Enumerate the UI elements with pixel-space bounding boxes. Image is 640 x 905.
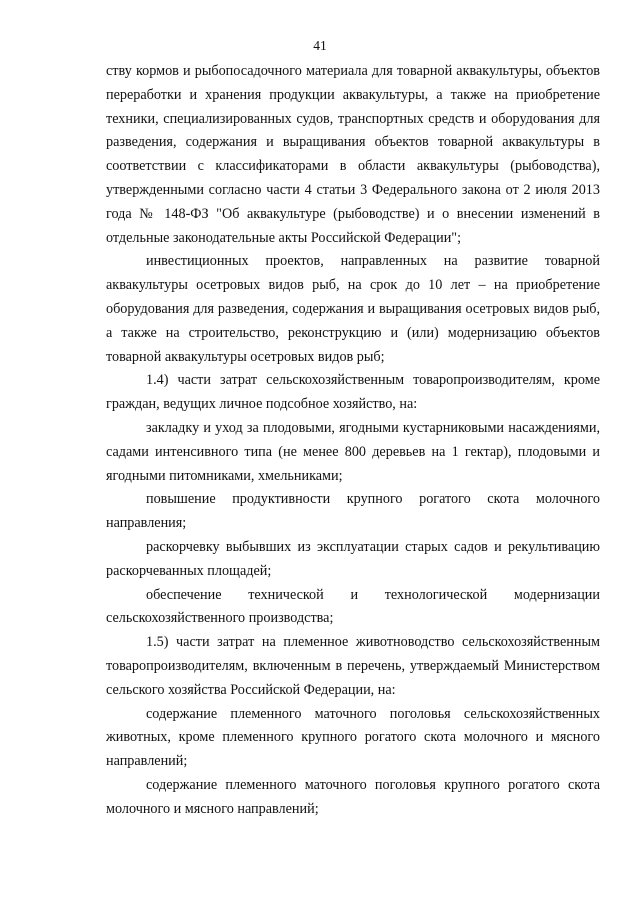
paragraph-5: повышение продуктивности крупного рогатого скота молочного направления; [106, 491, 600, 532]
page-number: 41 [313, 38, 327, 53]
paragraph-3: 1.4) части затрат сельскохозяйственным товаропроизводителям, кроме граждан, ведущих личное подсобное хозяйство, на: [106, 372, 600, 413]
paragraph-8: 1.5) части затрат на племенное животноводство сельскохозяйственным товаропроизводителям, включенным в перечень, утверждаемый Министерством сельского хозяйства Российской Федерации, на: [106, 634, 600, 698]
paragraph-2: инвестиционных проектов, направленных на развитие товарной аквакультуры осетровых видов рыб, на срок до 10 лет – на приобретение оборудования для разведения, содержания и выращивания осетровых видов рыб, а также на строительство, реконструкцию и (или) модернизацию объектов товарной аквакультуры осетровых видов рыб; [106, 253, 600, 365]
paragraph-6: раскорчевку выбывших из эксплуатации старых садов и рекультивацию раскорчеванных площадей; [106, 538, 600, 579]
paragraph-4: закладку и уход за плодовыми, ягодными кустарниковыми насаждениями, садами интенсивного типа (не менее 800 деревьев на 1 гектар), плодовыми и ягодными питомниками, хмельниками; [106, 419, 600, 484]
paragraph-7: обеспечение технической и технологической модернизации сельскохозяйственного производства; [106, 586, 600, 627]
paragraph-1: ству кормов и рыбопосадочного материала для товарной аквакультуры, объектов переработки и хранения продукции аквакультуры, а также на приобретение техники, специализированных судов, транспортных средств и оборудования для разведения, содержания и выращивания объектов товарной аквакультуры в соответствии с классификаторами в области аквакультуры (рыбоводства), утвержденными согласно части 4 статьи 3 Федерального закона от 2 июля 2013 года № 148-ФЗ "Об аквакультуре (рыбоводстве) и о внесении изменений в отдельные законодательные акты Российской Федерации"; [106, 63, 600, 246]
paragraph-10: содержание племенного маточного поголовья крупного рогатого скота молочного и мясного направлений; [106, 776, 600, 817]
document-body [106, 60, 600, 822]
paragraph-9: содержание племенного маточного поголовья сельскохозяйственных животных, кроме племенного крупного рогатого скота молочного и мясного направлений; [106, 705, 600, 770]
